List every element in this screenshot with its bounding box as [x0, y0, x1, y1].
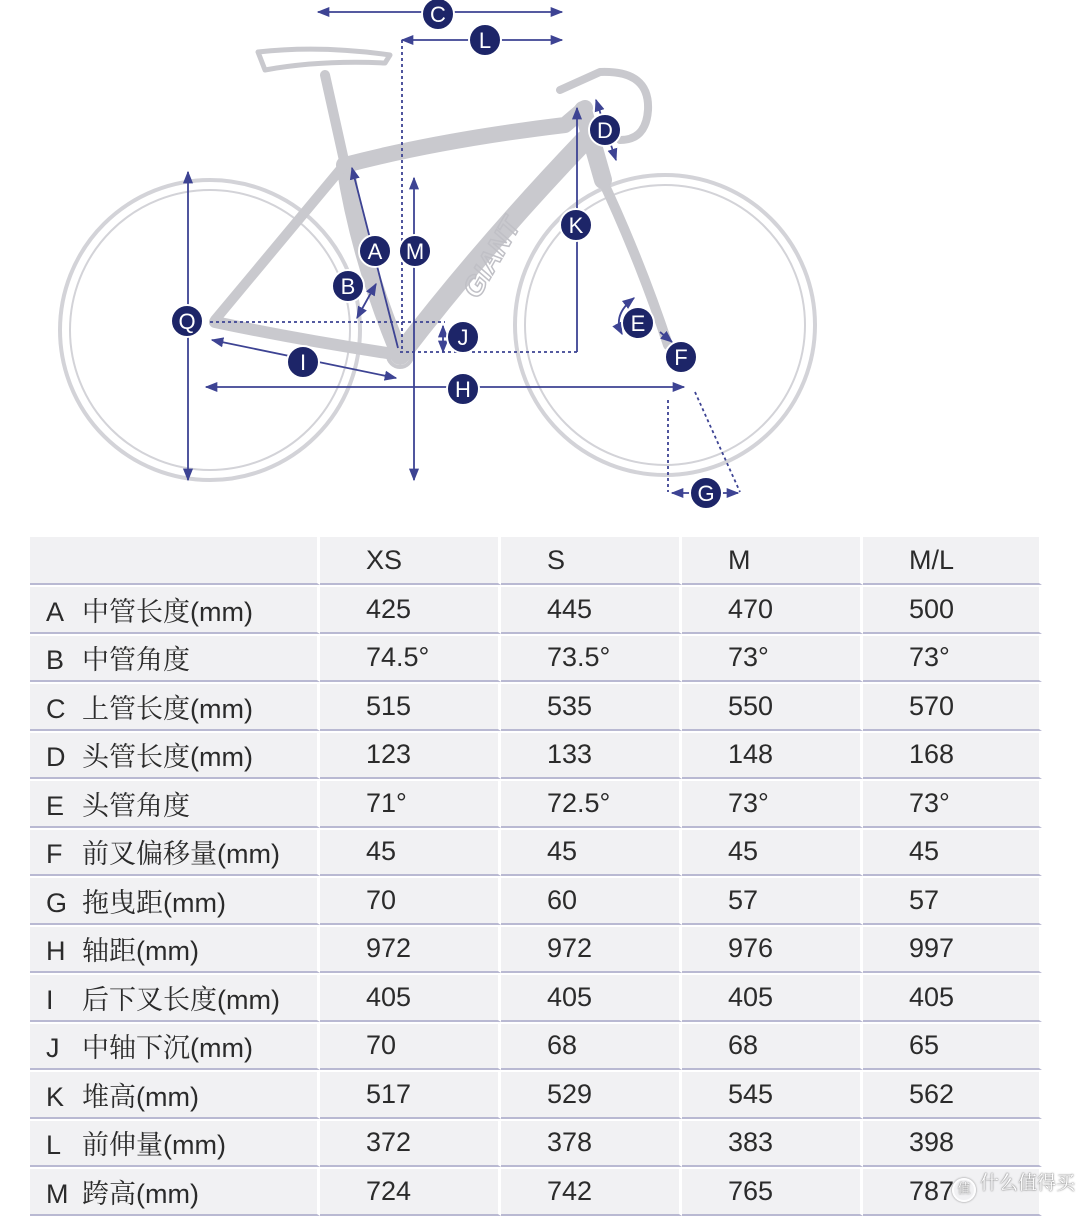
- row-letter: B: [46, 645, 65, 676]
- column-header: M/L: [863, 535, 1042, 585]
- marker-q: [171, 305, 203, 337]
- value-cell: 70: [320, 876, 501, 925]
- marker-letter: H: [455, 377, 471, 402]
- row-label-cell: [30, 973, 320, 1022]
- row-label-cell: [30, 876, 320, 925]
- table-row: [30, 1022, 1042, 1071]
- row-label: 跨高(mm): [82, 1178, 199, 1209]
- value-cell: 976: [682, 925, 863, 974]
- value-cell: 398: [863, 1119, 1042, 1168]
- value-cell: 60: [501, 876, 682, 925]
- value-cell: 73°: [682, 779, 863, 828]
- row-letter: I: [46, 984, 54, 1015]
- table-row: [30, 634, 1042, 683]
- bike-frame: [215, 49, 668, 367]
- value-cell: 72.5°: [501, 779, 682, 828]
- marker-f: [665, 341, 697, 373]
- row-letter: D: [46, 742, 66, 773]
- value-cell: 405: [682, 973, 863, 1022]
- marker-letter: K: [568, 213, 584, 238]
- value-cell: 45: [682, 828, 863, 877]
- marker-letter: J: [457, 325, 469, 350]
- value-cell: 405: [320, 973, 501, 1022]
- table-row: [30, 779, 1042, 828]
- value-cell: 997: [863, 925, 1042, 974]
- marker-h: [447, 373, 479, 405]
- value-cell: 73.5°: [501, 634, 682, 683]
- bike-geometry-diagram: [0, 0, 1080, 530]
- row-letter: M: [46, 1178, 69, 1209]
- value-cell: 123: [320, 731, 501, 780]
- row-label: 前叉偏移量(mm): [82, 839, 280, 870]
- value-cell: 74.5°: [320, 634, 501, 683]
- marker-a: [359, 235, 391, 267]
- value-cell: 470: [682, 585, 863, 634]
- row-label-cell: [30, 1167, 320, 1216]
- marker-letter: M: [405, 239, 425, 264]
- row-label-cell: [30, 731, 320, 780]
- row-label-cell: [30, 634, 320, 683]
- marker-letter: Q: [178, 309, 196, 334]
- row-letter: E: [46, 790, 65, 821]
- value-cell: 45: [501, 828, 682, 877]
- row-label: 头管长度(mm): [82, 742, 253, 773]
- marker-k: [560, 209, 592, 241]
- value-cell: 570: [863, 682, 1042, 731]
- value-cell: 972: [501, 925, 682, 974]
- watermark-text: 什么值得买: [980, 1172, 1076, 1194]
- row-letter: C: [46, 693, 66, 724]
- value-cell: 787: [863, 1167, 1042, 1216]
- marker-c: [422, 0, 454, 30]
- table-row: [30, 876, 1042, 925]
- geometry-table: [30, 535, 1042, 1216]
- value-cell: 68: [501, 1022, 682, 1071]
- value-cell: 405: [501, 973, 682, 1022]
- table-row: [30, 1167, 1042, 1216]
- marker-d: [589, 114, 621, 146]
- row-label-cell: [30, 925, 320, 974]
- row-label-cell: [30, 682, 320, 731]
- value-cell: 45: [863, 828, 1042, 877]
- table-row: [30, 973, 1042, 1022]
- value-cell: 73°: [863, 634, 1042, 683]
- marker-e: [622, 307, 654, 339]
- value-cell: 65: [863, 1022, 1042, 1071]
- marker-letter: I: [299, 350, 307, 375]
- frame-brand-text: GIANT: [456, 212, 527, 303]
- value-cell: 405: [863, 973, 1042, 1022]
- row-label: 轴距(mm): [82, 936, 199, 967]
- value-cell: 57: [863, 876, 1042, 925]
- marker-letter: C: [430, 2, 446, 27]
- marker-letter: G: [697, 481, 715, 506]
- rear-wheel: [60, 180, 360, 480]
- value-cell: 562: [863, 1070, 1042, 1119]
- value-cell: 545: [682, 1070, 863, 1119]
- value-cell: 529: [501, 1070, 682, 1119]
- row-letter: L: [46, 1130, 62, 1161]
- header-corner-cell: [30, 535, 320, 585]
- table-row: [30, 828, 1042, 877]
- column-header: S: [501, 535, 682, 585]
- value-cell: 383: [682, 1119, 863, 1168]
- row-label: 前伸量(mm): [82, 1130, 226, 1161]
- table-row: [30, 925, 1042, 974]
- marker-letter: B: [340, 274, 356, 299]
- marker-letter: L: [478, 28, 492, 53]
- value-cell: 73°: [682, 634, 863, 683]
- row-label: 后下叉长度(mm): [82, 984, 280, 1015]
- row-label: 中管角度: [82, 645, 190, 676]
- row-label-cell: [30, 1070, 320, 1119]
- table-row: [30, 1119, 1042, 1168]
- value-cell: 742: [501, 1167, 682, 1216]
- row-label: 中管长度(mm): [82, 596, 253, 627]
- table-row: [30, 1070, 1042, 1119]
- table-row: [30, 585, 1042, 634]
- value-cell: 517: [320, 1070, 501, 1119]
- marker-i: [287, 346, 319, 378]
- value-cell: 45: [320, 828, 501, 877]
- value-cell: 57: [682, 876, 863, 925]
- marker-letter: D: [597, 118, 613, 143]
- value-cell: 500: [863, 585, 1042, 634]
- row-label-cell: [30, 585, 320, 634]
- row-label: 拖曳距(mm): [82, 887, 226, 918]
- marker-letter: E: [630, 311, 646, 336]
- value-cell: 168: [863, 731, 1042, 780]
- row-label: 上管长度(mm): [82, 693, 253, 724]
- row-letter: K: [46, 1081, 65, 1112]
- table-row: [30, 731, 1042, 780]
- watermark: [952, 1168, 1075, 1202]
- value-cell: 972: [320, 925, 501, 974]
- row-letter: H: [46, 936, 66, 967]
- row-letter: G: [46, 887, 68, 918]
- column-header: M: [682, 535, 863, 585]
- value-cell: 445: [501, 585, 682, 634]
- column-header: XS: [320, 535, 501, 585]
- value-cell: 70: [320, 1022, 501, 1071]
- marker-j: [447, 321, 479, 353]
- table-row: [30, 682, 1042, 731]
- zhi-icon: 值: [952, 1178, 976, 1202]
- row-label: 堆高(mm): [82, 1081, 199, 1112]
- table-header-row: [30, 535, 1042, 585]
- value-cell: 148: [682, 731, 863, 780]
- row-label: 头管角度: [82, 790, 190, 821]
- row-label-cell: [30, 1119, 320, 1168]
- value-cell: 535: [501, 682, 682, 731]
- value-cell: 724: [320, 1167, 501, 1216]
- marker-b: [332, 270, 364, 302]
- value-cell: 378: [501, 1119, 682, 1168]
- row-label-cell: [30, 1022, 320, 1071]
- value-cell: 550: [682, 682, 863, 731]
- row-letter: J: [46, 1033, 60, 1064]
- value-cell: 73°: [863, 779, 1042, 828]
- marker-letter: A: [367, 239, 383, 264]
- row-label: 中轴下沉(mm): [82, 1033, 253, 1064]
- value-cell: 133: [501, 731, 682, 780]
- value-cell: 765: [682, 1167, 863, 1216]
- marker-l: [469, 24, 501, 56]
- marker-letter: F: [674, 345, 688, 370]
- value-cell: 425: [320, 585, 501, 634]
- row-label-cell: [30, 779, 320, 828]
- value-cell: 71°: [320, 779, 501, 828]
- value-cell: 68: [682, 1022, 863, 1071]
- marker-g: [690, 477, 722, 509]
- row-letter: F: [46, 839, 63, 870]
- marker-m: [399, 235, 431, 267]
- value-cell: 372: [320, 1119, 501, 1168]
- row-letter: A: [46, 596, 65, 627]
- value-cell: 515: [320, 682, 501, 731]
- row-label-cell: [30, 828, 320, 877]
